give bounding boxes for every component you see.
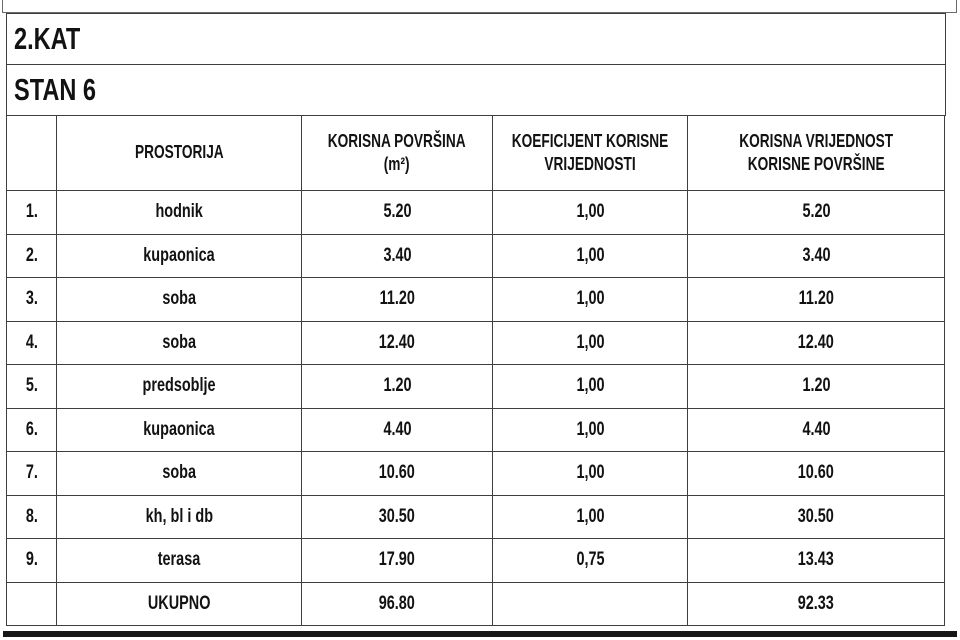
cell-text: predsoblje [142, 375, 216, 397]
row-index [7, 235, 57, 279]
cell-text: 1,00 [575, 288, 605, 310]
total-usable-value [688, 583, 945, 627]
cell-text: 96.80 [378, 592, 416, 614]
bottom-rule [3, 631, 957, 637]
cell-text: UKUPNO [147, 592, 211, 614]
room-area-table [6, 115, 945, 626]
row-index [7, 365, 57, 409]
cell-text: 12.40 [797, 331, 835, 353]
cell-text: 12.40 [378, 331, 416, 353]
cell-text: 5.20 [801, 201, 831, 223]
usable-value [688, 496, 945, 540]
row-index [7, 452, 57, 496]
row-index [7, 278, 57, 322]
header-area-line1: KORISNA POVRŠINA [328, 130, 466, 151]
unit-title: STAN 6 [14, 72, 97, 107]
usable-value [688, 409, 945, 453]
cell-text: 4. [25, 331, 38, 353]
header-coefficient-line2: VRIJEDNOSTI [544, 154, 636, 174]
cell-text: kupaonica [143, 418, 215, 440]
total-index [7, 583, 57, 627]
header-area-line2: (m²) [384, 154, 410, 174]
cell-text: 1.20 [382, 375, 412, 397]
area-value [302, 452, 493, 496]
cell-text: 1,00 [575, 244, 605, 266]
coefficient-value [493, 322, 688, 366]
cell-text: 5.20 [382, 201, 412, 223]
table-row [7, 452, 945, 496]
usable-value [688, 365, 945, 409]
coefficient-value [493, 452, 688, 496]
header-cell-index [7, 116, 57, 191]
cell-text: 1,00 [575, 375, 605, 397]
coefficient-value [493, 191, 688, 235]
cell-text: 10.60 [378, 462, 416, 484]
cell-text: 4.40 [801, 418, 831, 440]
table-row [7, 409, 945, 453]
room-name [57, 191, 302, 235]
header-cell-usable-value [688, 116, 945, 191]
area-value [302, 322, 493, 366]
cell-text: 3. [25, 288, 38, 310]
cell-text: hodnik [155, 201, 203, 223]
cell-text: 9. [25, 549, 38, 571]
table-row [7, 539, 945, 583]
cell-text: 5. [25, 375, 38, 397]
total-label [57, 583, 302, 627]
header-area-text [328, 130, 466, 177]
floor-title: 2.KAT [14, 21, 81, 56]
table-row [7, 235, 945, 279]
cell-text: soba [162, 462, 196, 484]
floor-title-bar [6, 13, 946, 65]
top-left-border-stub [2, 0, 3, 12]
table-row [7, 496, 945, 540]
cell-text: 1,00 [575, 505, 605, 527]
row-index [7, 322, 57, 366]
unit-title-bar [6, 64, 946, 116]
cell-text: 1,00 [575, 462, 605, 484]
header-cell-coefficient [493, 116, 688, 191]
usable-value [688, 191, 945, 235]
total-coefficient [493, 583, 688, 627]
cell-text: 17.90 [378, 549, 416, 571]
room-name [57, 409, 302, 453]
header-usable-value-line2: KORISNE POVRŠINE [747, 154, 885, 174]
header-cell-room [57, 116, 302, 191]
usable-value [688, 539, 945, 583]
header-usable-value-text [739, 130, 893, 177]
area-value [302, 539, 493, 583]
cell-text: terasa [157, 549, 201, 571]
row-index [7, 191, 57, 235]
area-value [302, 235, 493, 279]
cell-text: 7. [25, 462, 38, 484]
cell-text: kupaonica [143, 244, 215, 266]
cell-text: 4.40 [382, 418, 412, 440]
cell-text: 3.40 [382, 244, 412, 266]
room-name [57, 539, 302, 583]
cell-text: 1,00 [575, 201, 605, 223]
area-value [302, 278, 493, 322]
row-index [7, 409, 57, 453]
header-cell-area [302, 116, 493, 191]
room-name [57, 235, 302, 279]
table-header-row [7, 116, 945, 191]
area-value [302, 496, 493, 540]
header-room-text: PROSTORIJA [134, 142, 224, 163]
row-index [7, 539, 57, 583]
cell-text: 30.50 [378, 505, 416, 527]
table-row [7, 278, 945, 322]
top-right-border-stub [956, 0, 957, 12]
cell-text: soba [162, 288, 196, 310]
cell-text: 92.33 [797, 592, 835, 614]
cell-text: 10.60 [797, 462, 835, 484]
room-name [57, 278, 302, 322]
usable-value [688, 452, 945, 496]
coefficient-value [493, 365, 688, 409]
coefficient-value [493, 539, 688, 583]
room-name [57, 365, 302, 409]
usable-value [688, 322, 945, 366]
cell-text: kh, bl i db [145, 505, 213, 527]
room-name [57, 452, 302, 496]
area-value [302, 191, 493, 235]
cell-text: 11.20 [798, 288, 834, 310]
cell-text: 8. [25, 505, 38, 527]
cell-text: 0,75 [575, 549, 605, 571]
coefficient-value [493, 235, 688, 279]
total-area-value [302, 583, 493, 627]
area-value [302, 365, 493, 409]
cell-text: 30.50 [797, 505, 835, 527]
coefficient-value [493, 409, 688, 453]
cell-text: 11.20 [379, 288, 415, 310]
table-row [7, 322, 945, 366]
usable-value [688, 235, 945, 279]
coefficient-value [493, 496, 688, 540]
cell-text: 2. [25, 244, 38, 266]
table-row [7, 365, 945, 409]
usable-value [688, 278, 945, 322]
room-name [57, 496, 302, 540]
cell-text: 1,00 [575, 331, 605, 353]
header-coefficient-text [512, 130, 669, 177]
header-usable-value-line1: KORISNA VRIJEDNOST [739, 130, 893, 151]
coefficient-value [493, 278, 688, 322]
row-index [7, 496, 57, 540]
header-coefficient-line1: KOEFICIJENT KORISNE [511, 130, 669, 151]
cell-text: 6. [25, 418, 38, 440]
area-value [302, 409, 493, 453]
cell-text: 1.20 [801, 375, 831, 397]
cell-text: 3.40 [801, 244, 831, 266]
table-row [7, 191, 945, 235]
cell-text: 1,00 [575, 418, 605, 440]
cell-text: 13.43 [797, 549, 835, 571]
cell-text: soba [162, 331, 196, 353]
cell-text: 1. [25, 201, 38, 223]
room-name [57, 322, 302, 366]
table-total-row [7, 583, 945, 627]
